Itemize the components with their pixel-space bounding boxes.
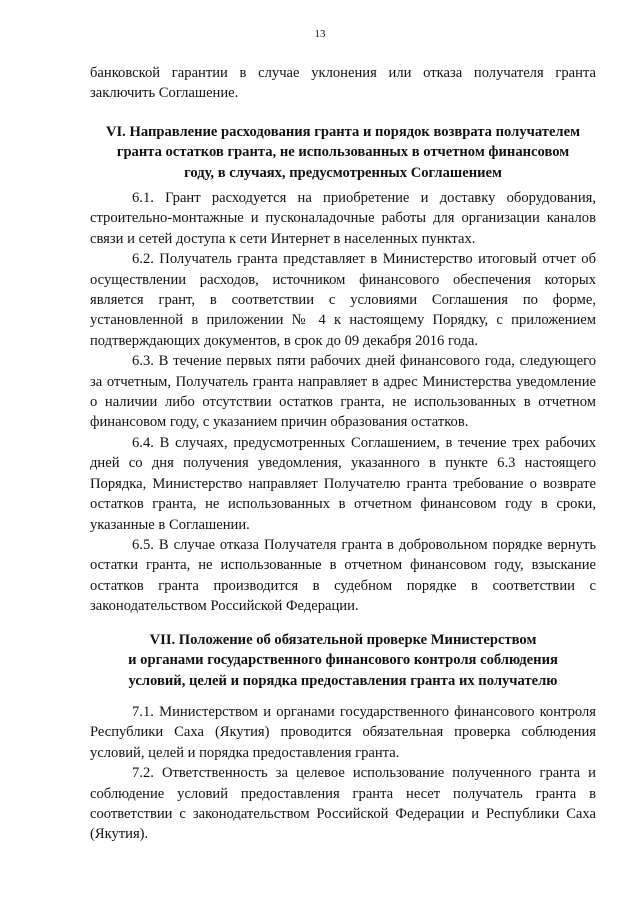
paragraph-7-2: 7.2. Ответственность за целевое использование полученного гранта и соблюдение условий предоставления гранта несет получатель гранта в соответствии с законодательством Российской Федерации и Республики Саха (Якутия). (90, 765, 596, 843)
section-7-body (90, 702, 596, 845)
paragraph-6-1: 6.1. Грант расходуется на приобретение и доставку оборудования, строительно-монтажные и пусконаладочные работы для организации каналов связи и сетей доступа к сети Интернет в населенных пунктах. (90, 190, 596, 247)
section-6-heading-line: VI. Направление расходования гранта и порядок возврата получателем (105, 124, 581, 140)
paragraph-7-1: 7.1. Министерством и органами государственного финансового контроля Республики Саха (Якутия) проводится обязательная проверка соблюдения условий, целей и порядка предоставления гранта. (90, 704, 596, 761)
section-7-heading-line: и органами государственного финансового контроля соблюдения (128, 652, 558, 669)
section-7-heading (90, 630, 596, 691)
section-6-body (90, 188, 596, 617)
section-6-heading-line: гранта остатков гранта, не использованных в отчетном финансовом (116, 144, 570, 161)
paragraph-6-3: 6.3. В течение первых пяти рабочих дней финансового года, следующего за отчетным, Получатель гранта направляет в адрес Министерства уведомление о наличии либо отсутствии остатков гранта, не использованных в отчетном финансовом году, с указанием причин образования остатков. (90, 353, 596, 431)
paragraph-6-5: 6.5. В случае отказа Получателя гранта в добровольном порядке вернуть остатки гранта, не использованные в отчетном финансовом году, взыскание остатков гранта производится в судебном порядке в соответствии с законодательством Российской Федерации. (90, 536, 596, 615)
section-7-heading-line: VII. Положение об обязательной проверке Министерством (149, 632, 537, 648)
section-6-heading (90, 122, 596, 183)
continuation-paragraph: банковской гарантии в случае уклонения или отказа получателя гранта заключить Соглашение. (90, 65, 596, 102)
section-7-heading-line: условий, целей и порядка предоставления гранта их получателю (128, 672, 558, 689)
section-6-heading-line: году, в случаях, предусмотренных Соглашением (184, 164, 502, 181)
paragraph-6-2: 6.2. Получатель гранта представляет в Министерство итоговый отчет об осуществлении расходов, источником финансового обеспечения которых является грант, в соответствии с условиями Соглашения по форме, установленной в приложении № 4 к настоящему Порядку, с приложением подтверждающих документов, в срок до 09 декабря 2016 года. (90, 251, 596, 349)
page-number: 13 (314, 28, 326, 40)
paragraph-6-4: 6.4. В случаях, предусмотренных Соглашением, в течение трех рабочих дней со дня получения уведомления, указанного в пункте 6.3 настоящего Порядка, Министерство направляет Получателю гранта требование о возврате остатков гранта, не использованных в отчетном финансовом году в сроки, указанные в Соглашении. (90, 434, 596, 533)
